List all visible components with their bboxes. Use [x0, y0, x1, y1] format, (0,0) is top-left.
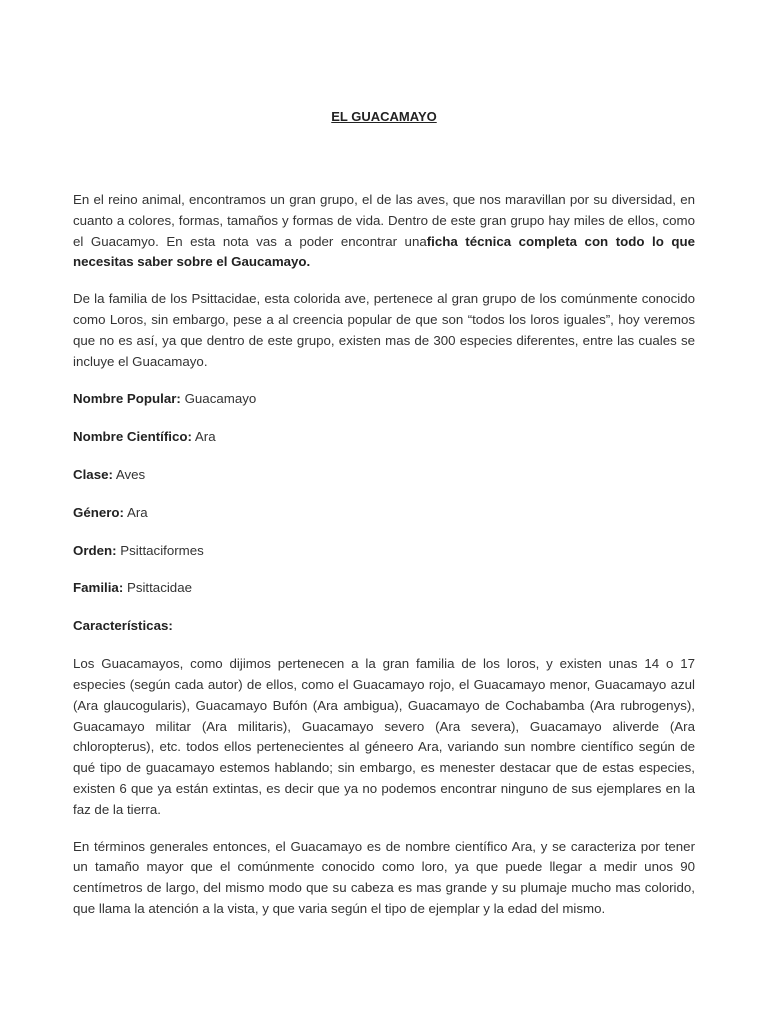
- field-label: Nombre Popular:: [73, 391, 181, 407]
- field-genero: [73, 503, 695, 523]
- field-orden: [73, 541, 695, 561]
- field-value: Guacamayo: [180, 391, 257, 407]
- field-label: Familia:: [73, 580, 124, 596]
- intro-paragraph: [73, 190, 695, 273]
- section-heading-caracteristicas: [73, 616, 695, 636]
- field-label: Género:: [73, 504, 124, 520]
- intro-text: En el reino animal, encontramos un gran grupo, el de las aves, que nos maravillan por su diversidad, en cuanto a colores, formas, tamaños y formas de vida. Dentro de este gran grupo hay miles de ellos, como el Guacamyo. En esta nota vas a poder encontrar una: [73, 192, 695, 249]
- intro-bold-text: ficha técnica completa con todo lo que necesitas saber sobre el Gaucamayo.: [73, 233, 695, 270]
- field-value: Psittacidae: [123, 580, 192, 596]
- field-value: Ara: [123, 504, 148, 520]
- field-nombre-cientifico: [73, 427, 695, 447]
- field-familia: [73, 578, 695, 598]
- document-title: EL GUACAMAYO: [331, 109, 437, 124]
- document-page: [73, 107, 695, 920]
- field-value: Ara: [191, 429, 216, 445]
- family-paragraph: De la familia de los Psittacidae, esta colorida ave, pertenece al gran grupo de los comúnmente conocido como Loros, sin embargo, pese a al creencia popular de que son “todos los loros iguales”, hoy veremos que no es así, ya que dentro de este grupo, existen mas de 300 especies diferentes, entre las cuales se incluye el Guacamayo.: [73, 291, 695, 369]
- field-label: Orden:: [73, 542, 117, 558]
- field-clase: [73, 465, 695, 485]
- description-paragraph: En términos generales entonces, el Guacamayo es de nombre científico Ara, y se caracteriza por tener un tamaño mayor que el comúnmente conocido como loro, ya que puede llegar a medir unos 90 centímetros de largo, del mismo modo que su cabeza es mas grande y su plumaje mucho mas colorido, que llama la atención a la vista, y que varia según el tipo de ejemplar y la edad del mismo.: [73, 838, 695, 916]
- species-paragraph: Los Guacamayos, como dijimos pertenecen a la gran familia de los loros, y existen unas 14 o 17 especies (según cada autor) de ellos, como el Guacamayo rojo, el Guacamayo menor, Guacamayo azul (Ara glaucogularis), Guacamayo Bufón (Ara ambigua), Guacamayo de Cochabamba (Ara rubrogenys), Guacamayo militar (Ara militaris), Guacamayo severo (Ara severa), Guacamayo aliverde (Ara chloropterus), etc. todos ellos pertenecientes al géneero Ara, variando sun nombre científico según de qué tipo de guacamayo estemos hablando; sin embargo, es menester destacar que de estas especies, existen 6 que ya están extintas, es decir que ya no podemos encontrar ninguno de sus ejemplares en la faz de la tierra.: [73, 656, 695, 817]
- field-label: Nombre Científico:: [73, 429, 192, 445]
- section-heading-text: Características:: [73, 618, 173, 634]
- field-value: Aves: [112, 466, 146, 482]
- field-nombre-popular: [73, 389, 695, 409]
- field-label: Clase:: [73, 466, 113, 482]
- field-value: Psittaciformes: [116, 542, 204, 558]
